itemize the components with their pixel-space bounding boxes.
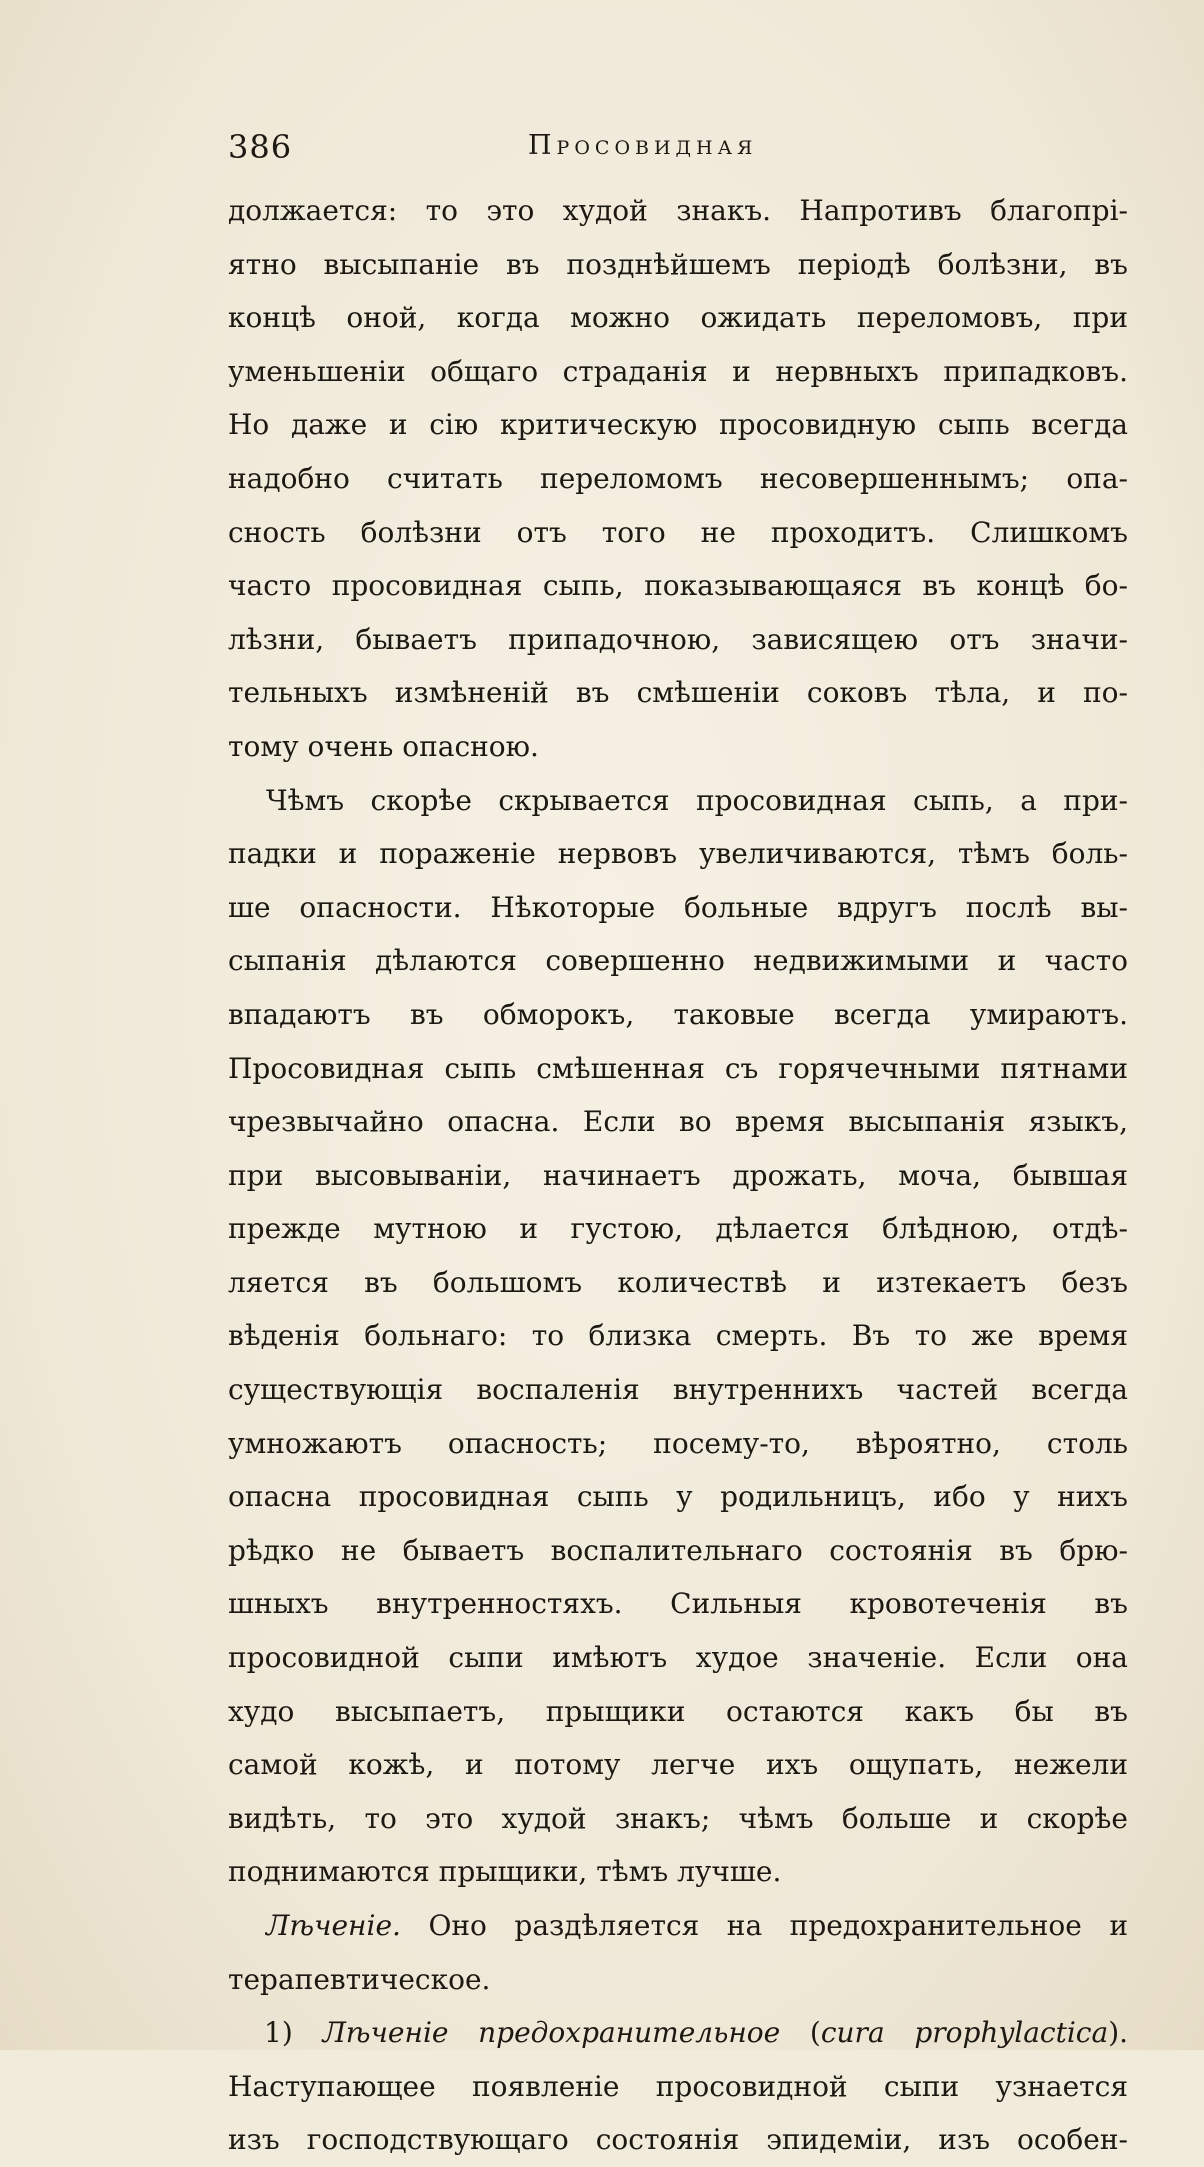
text-line: часто просовидная сыпь, показывающаяся въ концѣ бо- [228, 569, 1128, 603]
text-line: концѣ оной, когда можно ожидать переломовъ, при [228, 301, 1128, 335]
section-heading-italic: Лѣченіе. [266, 1909, 401, 1942]
text-line: падки и пораженіе нервовъ увеличиваются, тѣмъ боль- [228, 837, 1128, 871]
body-text [228, 184, 1128, 2167]
text-line: видѣть, то это худой знакъ; чѣмъ больше и скорѣе [228, 1801, 1128, 1835]
text-line: ляется въ большомъ количествѣ и изтекаетъ безъ [228, 1265, 1128, 1299]
text-line: уменьшеніи общаго страданія и нервныхъ припадковъ. [228, 354, 1128, 388]
text-line: вѣденія больнаго: то близка смерть. Въ то же время [228, 1319, 1128, 1353]
text-line: тельныхъ измѣненій въ смѣшеніи соковъ тѣла, и по- [228, 676, 1128, 710]
text-line: просовидной сыпи имѣютъ худое значеніе. Если она [228, 1641, 1128, 1675]
text-line: должается: то это худой знакъ. Напротивъ благопрі- [228, 194, 1128, 227]
text-line: шныхъ внутренностяхъ. Сильныя кровотеченія въ [228, 1587, 1128, 1621]
list-number: 1) [264, 2016, 323, 2050]
text-line: умножаютъ опасность; посему-то, вѣроятно, столь [228, 1426, 1128, 1460]
page-header [228, 128, 1128, 176]
text-line: Но даже и сію критическую просовидную сыпь всегда [228, 408, 1128, 442]
paren-close: ). [1108, 2016, 1128, 2050]
text-line: лѣзни, бываетъ припадочною, зависящею отъ значи- [228, 622, 1128, 656]
text-line: надобно считать переломомъ несовершеннымъ; опа- [228, 461, 1128, 495]
text-line: ятно высыпаніе въ позднѣйшемъ періодѣ болѣзни, въ [228, 247, 1128, 281]
text-line: Наступающее появленіе просовидной сыпи узнается [228, 2069, 1128, 2103]
text-line: сность болѣзни отъ того не проходитъ. Слишкомъ [228, 515, 1128, 549]
text-line: чрезвычайно опасна. Если во время высыпанія языкъ, [228, 1105, 1128, 1139]
text-line: худо высыпаетъ, прыщики остаются какъ бы въ [228, 1694, 1128, 1728]
text-line: впадаютъ въ обморокъ, таковые всегда умираютъ. [228, 997, 1128, 1031]
text-line: терапевтическое. [228, 1962, 491, 1996]
running-title: Просовидная [528, 130, 758, 161]
text-line [228, 1899, 1128, 1953]
text-line: тому очень опасною. [228, 729, 539, 763]
text-line: изъ господствующаго состоянія эпидеміи, изъ особен- [228, 2123, 1128, 2157]
text-line: сыпанія дѣлаются совершенно недвижимыми и часто [228, 944, 1128, 978]
text-line: опасна просовидная сыпь у родильницъ, ибо у нихъ [228, 1480, 1128, 1514]
text-line: ше опасности. Нѣкоторые больные вдругъ послѣ вы- [228, 890, 1128, 924]
text-line: при высовываніи, начинаетъ дрожать, моча, бывшая [228, 1158, 1128, 1192]
page-number: 386 [228, 128, 293, 166]
text-line: поднимаются прыщики, тѣмъ лучше. [228, 1855, 782, 1889]
text-line [228, 2006, 1128, 2060]
text-line: Чѣмъ скорѣе скрывается просовидная сыпь, а при- [266, 783, 1128, 817]
latin-term-italic: cura prophylactica [820, 2016, 1109, 2050]
subsection-heading-italic: Лѣченіе предохранительное [322, 2016, 781, 2050]
paren-open: ( [780, 2016, 821, 2050]
text-line-rest: Оно раздѣляется на предохранительное и [400, 1909, 1128, 1942]
text-line: самой кожѣ, и потому легче ихъ ощупать, нежели [228, 1748, 1128, 1782]
text-line: прежде мутною и густою, дѣлается блѣдною, отдѣ- [228, 1212, 1128, 1246]
text-line: Просовидная сыпь смѣшенная съ горячечными пятнами [228, 1051, 1128, 1085]
text-line: существующія воспаленія внутреннихъ частей всегда [228, 1373, 1128, 1407]
text-line: рѣдко не бываетъ воспалительнаго состоянія въ брю- [228, 1533, 1128, 1567]
